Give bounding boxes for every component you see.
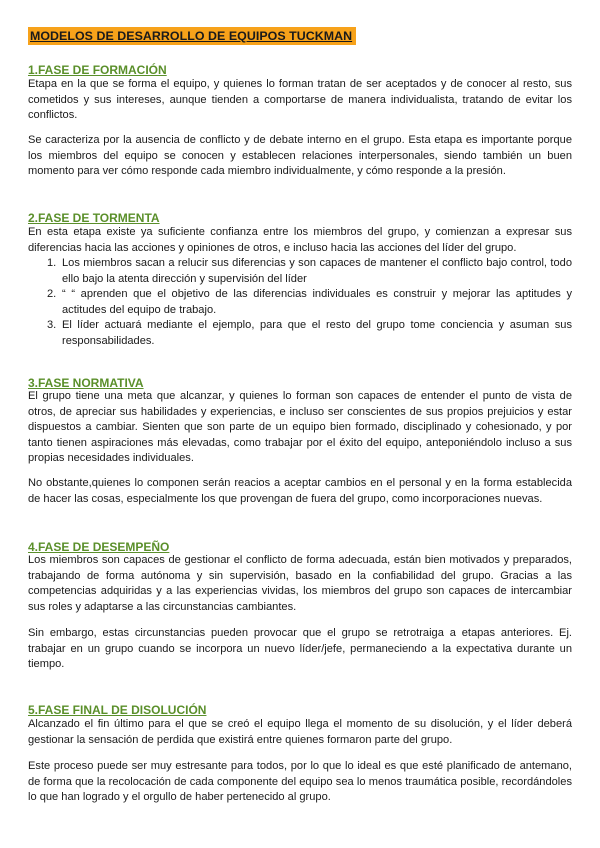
paragraph: Los miembros son capaces de gestionar el conflicto de forma adecuada, están bien motivados y preparados, trabajando de forma autónoma y sin supervisión, basado en la confiabilidad del grupo. Gracias a las competencias adquiridas y a las experiencias vividas, los miembros del grupo son capaces de intercambiar sus roles y adaptarse a las circunstancias cambiantes.: [28, 554, 572, 613]
paragraph: Este proceso puede ser muy estresante para todos, por lo que lo ideal es que esté planificado de antemano, de forma que la recolocación de cada componente del equipo sea lo menos traumática posible, recordándoles lo que han logrado y el orgullo de haber pertenecido al grupo.: [28, 760, 572, 804]
section-heading-formacion: 1.FASE DE FORMACIÓN: [28, 63, 167, 77]
section-heading-disolucion: 5.FASE FINAL DE DISOLUCIÓN: [28, 703, 207, 717]
paragraph: En esta etapa existe ya suficiente confianza entre los miembros del grupo, y comienzan a expresar sus diferencias hacia las acciones y opiniones de otros, e incluso hacia las acciones del líder del grupo.: [28, 226, 572, 254]
numbered-list: [28, 256, 572, 350]
list-item-text: Los miembros sacan a relucir sus diferencias y son capaces de mantener el conflicto bajo control, todo ello bajo la atenta dirección y supervisión del líder: [62, 257, 572, 285]
paragraph: Alcanzado el fin último para el que se creó el equipo llega el momento de su disolución, y el líder deberá gestionar la sensación de perdida que existirá entre quienes formaron parte del grupo.: [28, 718, 572, 746]
list-item: [28, 318, 572, 349]
paragraph: Etapa en la que se forma el equipo, y quienes lo forman tratan de ser aceptados y de conocer al resto, sus cometidos y sus intereses, aunque tienden a comportarse de manera individualista, tratando de evitar los conflictos.: [28, 78, 572, 122]
list-item: [28, 256, 572, 287]
paragraph: Se caracteriza por la ausencia de conflicto y de debate interno en el grupo. Esta etapa es importante porque los miembros del equipo se conocen y establecen relaciones interpersonales, siendo también un buen momento para ver cómo responde cada miembro individualmente, y cómo responde a la presión.: [28, 134, 572, 178]
paragraph: No obstante,quienes lo componen serán reacios a aceptar cambios en el personal y en la forma establecida de hacer las cosas, especialmente los que provengan de fuera del grupo, como incorporaciones nuevas.: [28, 477, 572, 505]
list-item-text: El líder actuará mediante el ejemplo, para que el resto del grupo tome conciencia y asuman sus responsabilidades.: [62, 319, 572, 347]
section-heading-desempeno: 4.FASE DE DESEMPEÑO: [28, 540, 170, 554]
section-heading-tormenta: 2.FASE DE TORMENTA: [28, 211, 160, 225]
list-item: [28, 287, 572, 318]
list-number: 2.: [47, 288, 57, 301]
document-title: MODELOS DE DESARROLLO DE EQUIPOS TUCKMAN: [28, 27, 356, 45]
paragraph: Sin embargo, estas circunstancias pueden provocar que el grupo se retrotraiga a etapas anteriores. Ej. trabajar en un grupo cuando se incorpora un nuevo líder/jefe, permaneciendo a la expectativa durante un tiempo.: [28, 627, 572, 671]
list-item-text: “ “ aprenden que el objetivo de las diferencias individuales es construir y mejorar las aptitudes y actitudes del equipo de trabajo.: [62, 288, 572, 316]
list-number: 1.: [47, 257, 57, 269]
section-heading-normativa: 3.FASE NORMATIVA: [28, 376, 144, 390]
list-number: 3.: [47, 319, 57, 332]
paragraph: El grupo tiene una meta que alcanzar, y quienes lo forman son capaces de entender el punto de vista de otros, de apreciar sus habilidades y experiencias, e incluso ser conscientes de sus propios prejuicios y estar dispuestos a cambiar. Sienten que son parte de un equipo bien formado, disciplinado y cohesionado, y por tanto tienen aspiraciones más elevadas, como trabajar por el éxito del equipo, anteponiéndolo incluso a sus propias necesidades individuales.: [28, 390, 572, 465]
